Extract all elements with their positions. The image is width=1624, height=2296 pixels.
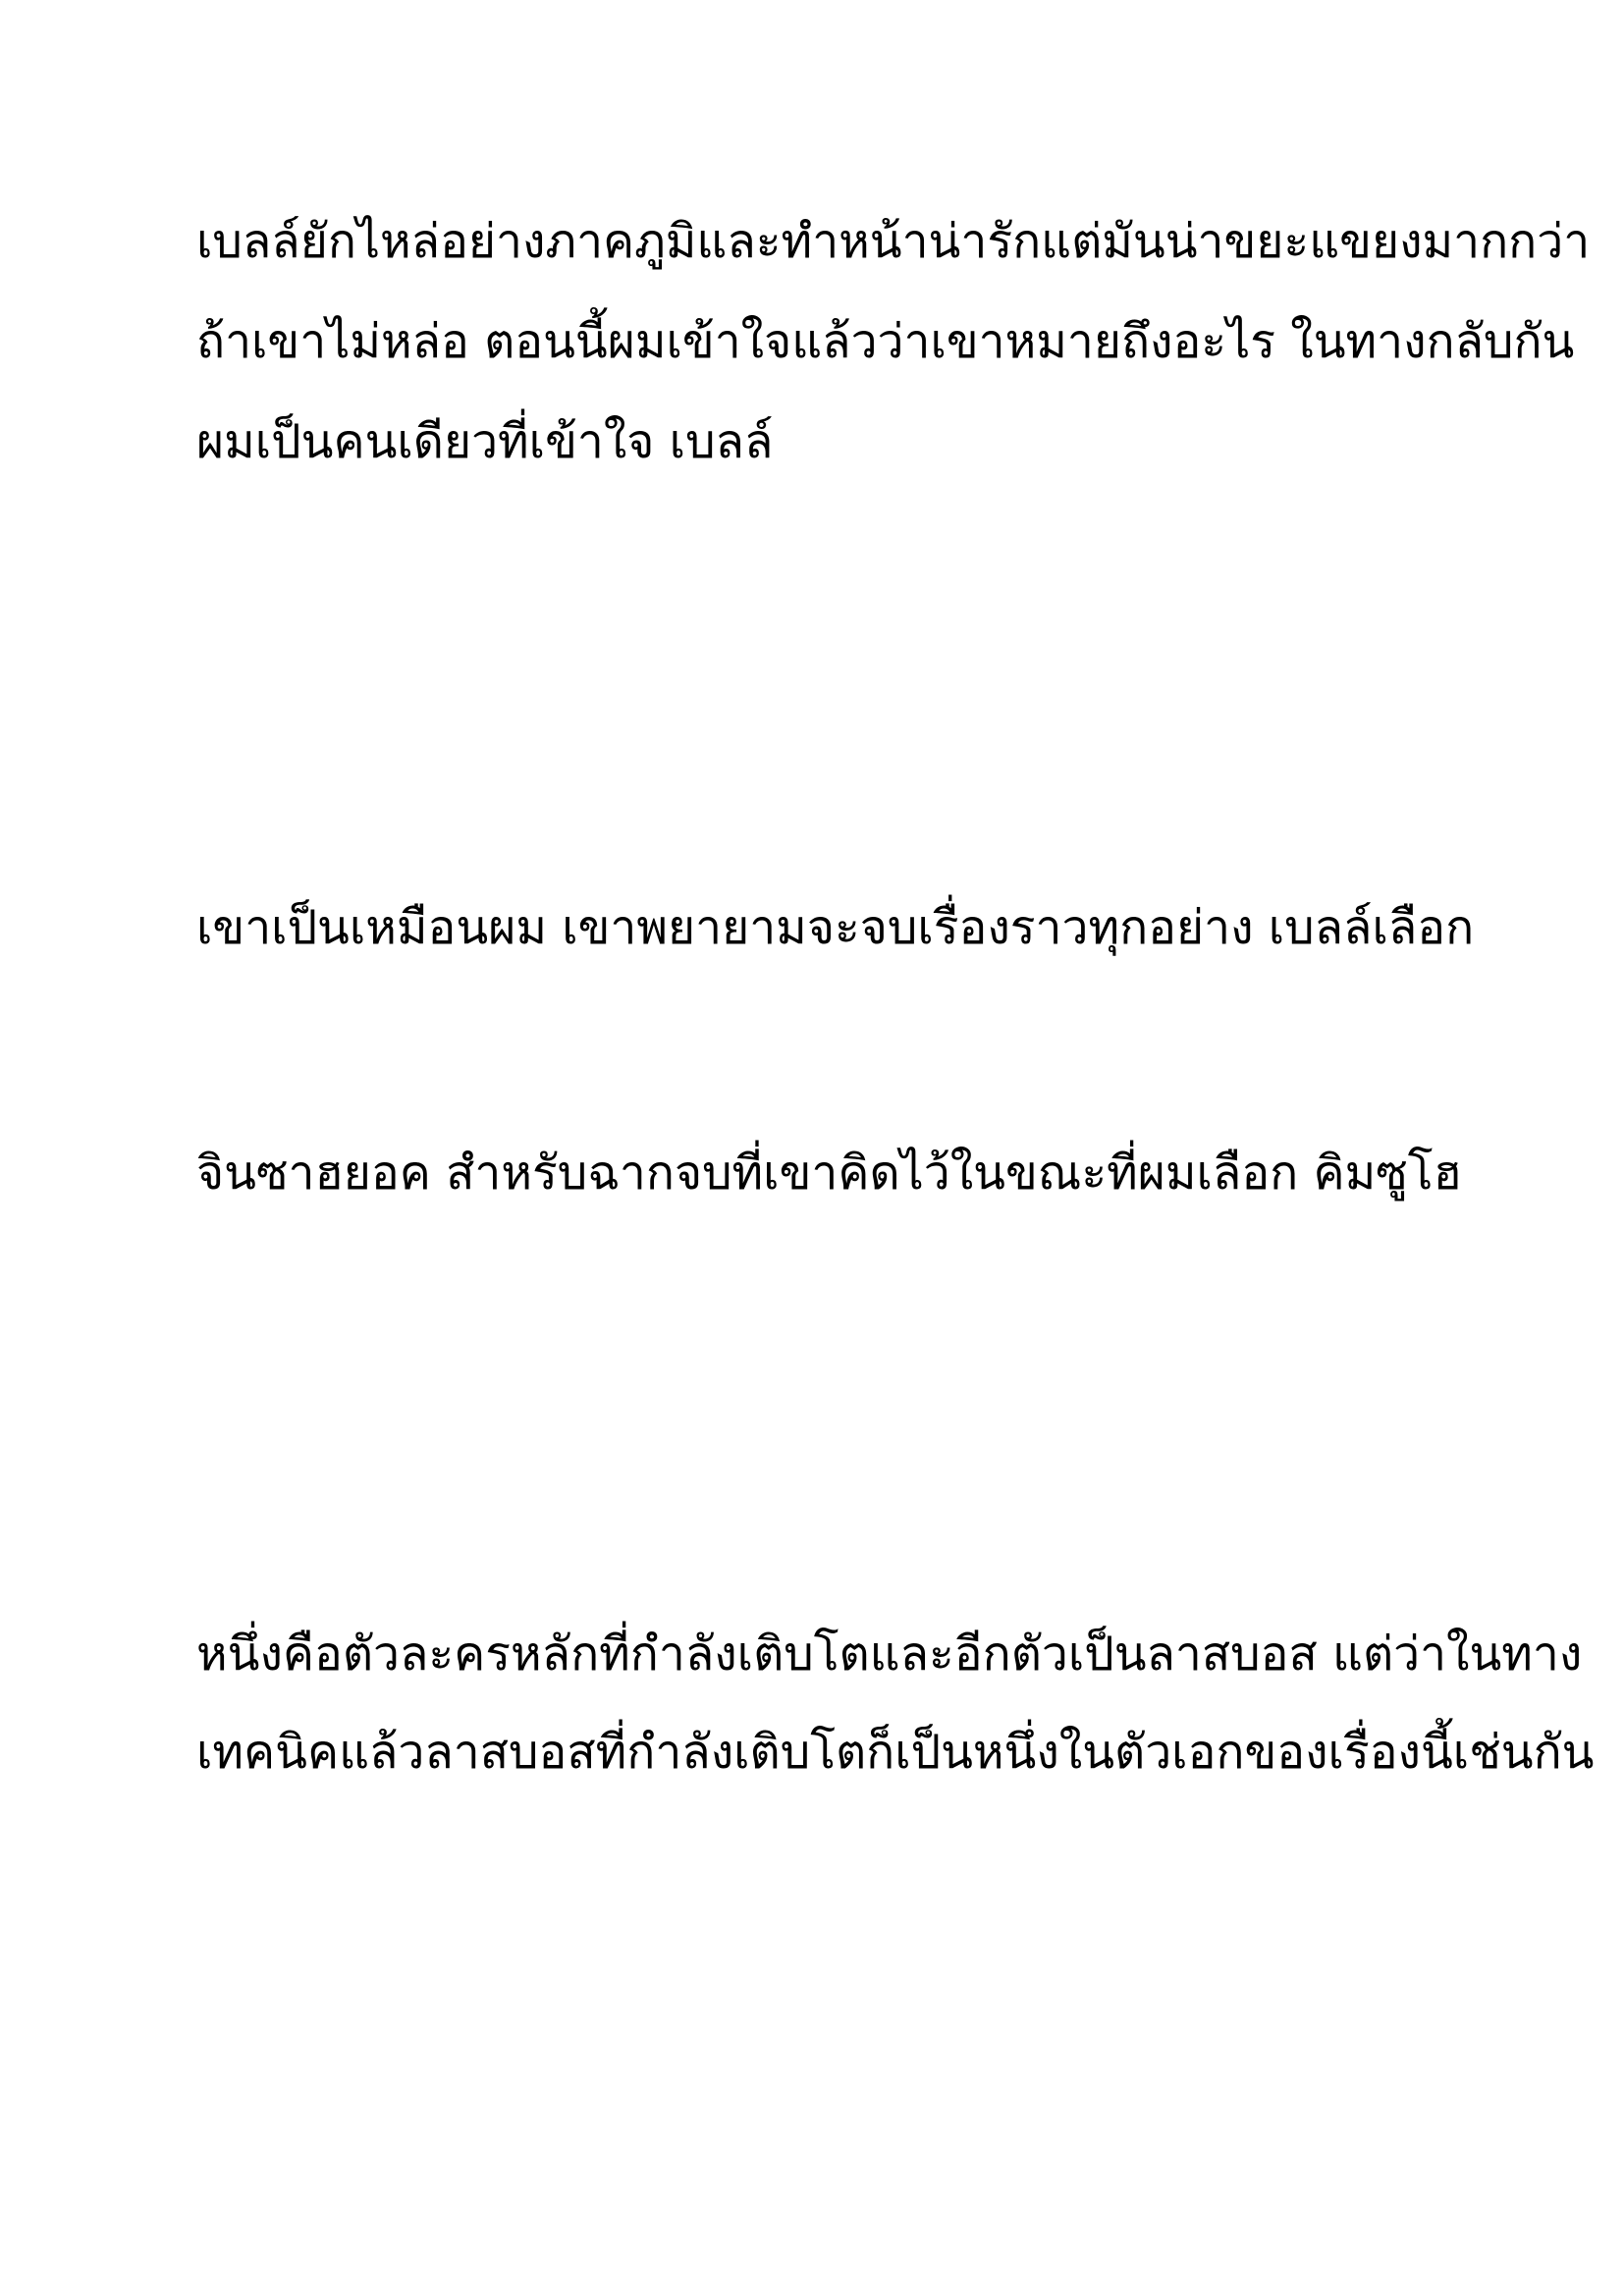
paragraph-4-line-1: หนึ่งคือตัวละครหลักที่กำลังเติบโตและอีกตัวเป็นลาสบอส แต่ว่าในทาง <box>196 1627 1583 1682</box>
paragraph-4-line-2: เทคนิคแล้วลาสบอสที่กำลังเติบโตก็เป็นหนึ่งในตัวเอกของเรื่องนี้เช่นกัน <box>196 1725 1595 1780</box>
paragraph-1-line-2: ถ้าเขาไม่หล่อ ตอนนี้ผมเข้าใจแล้วว่าเขาหมายถึงอะไร ในทางกลับกัน <box>196 314 1575 369</box>
paragraph-3-line-1: จินซาฮยอค สำหรับฉากจบที่เขาคิดไว้ในขณะที่ผมเลือก คิมซูโฮ <box>196 1146 1462 1201</box>
paragraph-1-line-3: ผมเป็นคนเดียวที่เข้าใจ เบลล์ <box>196 414 774 469</box>
paragraph-1-line-1: เบลล์ยักไหล่อย่างภาคภูมิและทำหน้าน่ารักแต่มันน่าขยะแขยงมากกว่า <box>196 214 1591 269</box>
paragraph-2-line-1: เขาเป็นเหมือนผม เขาพยายามจะจบเรื่องราวทุกอย่าง เบลล์เลือก <box>196 900 1475 955</box>
